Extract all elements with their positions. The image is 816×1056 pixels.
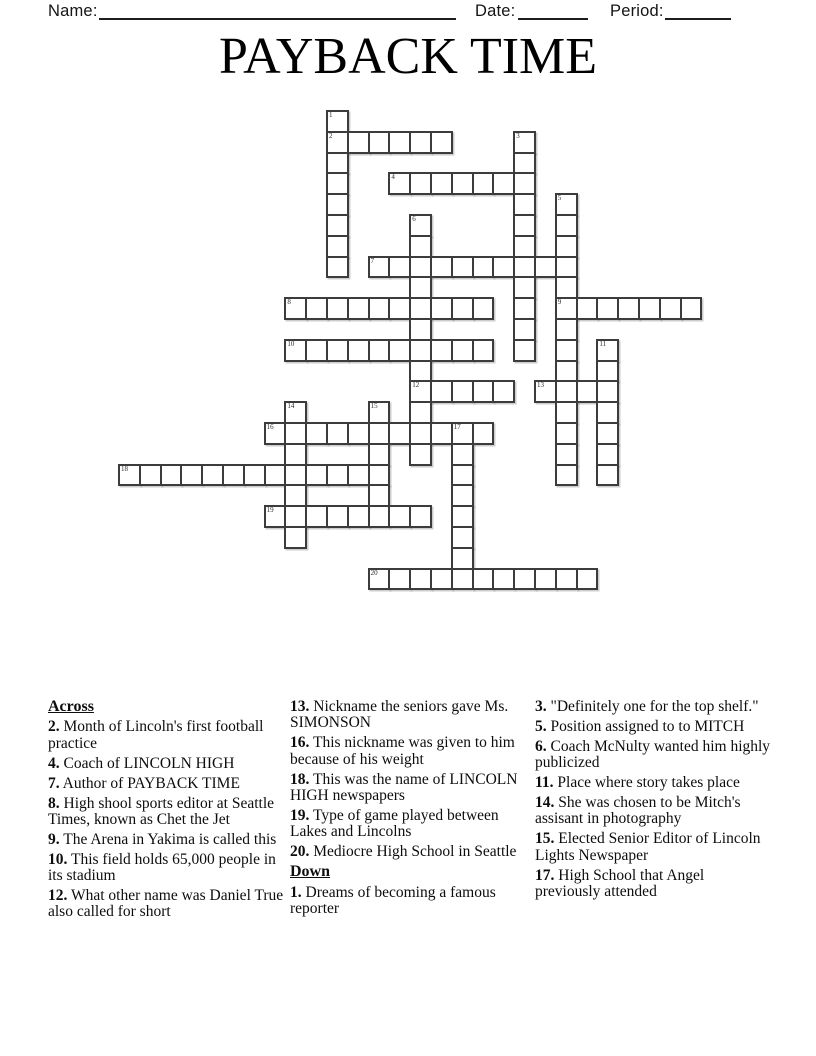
grid-cell-r7c16[interactable] bbox=[451, 256, 474, 279]
clue-column bbox=[48, 699, 286, 924]
name-blank-line[interactable] bbox=[99, 3, 456, 20]
grid-cell-r11c19[interactable] bbox=[513, 339, 536, 362]
grid-cell-r11c10[interactable] bbox=[326, 339, 349, 362]
name-label: Name: bbox=[48, 2, 98, 20]
grid-cell-r15c12[interactable] bbox=[368, 422, 391, 445]
grid-cell-r9c21[interactable] bbox=[555, 297, 578, 320]
grid-cell-r7c21[interactable] bbox=[555, 256, 578, 279]
cell-number: 14 bbox=[287, 402, 295, 411]
grid-cell-r9c19[interactable] bbox=[513, 297, 536, 320]
grid-cell-r15c16[interactable] bbox=[451, 422, 474, 445]
grid-cell-r15c21[interactable] bbox=[555, 422, 578, 445]
cell-number: 11 bbox=[599, 339, 607, 348]
grid-cell-r2c19[interactable] bbox=[513, 152, 536, 175]
cell-number: 5 bbox=[557, 194, 562, 203]
grid-cell-r1c13[interactable] bbox=[388, 131, 411, 154]
grid-cell-r16c12[interactable] bbox=[368, 443, 391, 466]
grid-cell-r13c22[interactable] bbox=[576, 380, 599, 403]
grid-cell-r5c10[interactable] bbox=[326, 214, 349, 237]
date-label: Date: bbox=[475, 2, 516, 20]
grid-cell-r3c16[interactable] bbox=[451, 172, 474, 195]
grid-cell-r17c11[interactable] bbox=[347, 464, 370, 487]
grid-cell-r6c19[interactable] bbox=[513, 235, 536, 258]
grid-cell-r9c11[interactable] bbox=[347, 297, 370, 320]
grid-cell-r7c10[interactable] bbox=[326, 256, 349, 279]
grid-cell-r17c21[interactable] bbox=[555, 464, 578, 487]
grid-cell-r9c14[interactable] bbox=[409, 297, 432, 320]
grid-cell-r12c23[interactable] bbox=[596, 360, 619, 383]
grid-cell-r15c10[interactable] bbox=[326, 422, 349, 445]
grid-cell-r17c5[interactable] bbox=[222, 464, 245, 487]
grid-cell-r17c6[interactable] bbox=[243, 464, 266, 487]
grid-cell-r7c17[interactable] bbox=[472, 256, 495, 279]
grid-cell-r2c10[interactable] bbox=[326, 152, 349, 175]
grid-cell-r8c14[interactable] bbox=[409, 276, 432, 299]
grid-cell-r22c12[interactable] bbox=[368, 568, 391, 591]
grid-cell-r8c19[interactable] bbox=[513, 276, 536, 299]
grid-cell-r3c19[interactable] bbox=[513, 172, 536, 195]
grid-cell-r3c13[interactable] bbox=[388, 172, 411, 195]
period-blank-line[interactable] bbox=[665, 3, 731, 20]
grid-cell-r9c8[interactable] bbox=[284, 297, 307, 320]
clue-16: 16. This nickname was given to him because of his weight bbox=[290, 734, 515, 768]
grid-cell-r1c10[interactable] bbox=[326, 131, 349, 154]
grid-cell-r9c10[interactable] bbox=[326, 297, 349, 320]
grid-cell-r11c17[interactable] bbox=[472, 339, 495, 362]
grid-cell-r22c19[interactable] bbox=[513, 568, 536, 591]
grid-cell-r18c12[interactable] bbox=[368, 484, 391, 507]
grid-cell-r17c4[interactable] bbox=[201, 464, 224, 487]
grid-cell-r18c8[interactable] bbox=[284, 484, 307, 507]
grid-cell-r17c2[interactable] bbox=[160, 464, 183, 487]
grid-cell-r17c7[interactable] bbox=[264, 464, 287, 487]
grid-cell-r13c18[interactable] bbox=[492, 380, 515, 403]
grid-cell-r9c24[interactable] bbox=[617, 297, 640, 320]
grid-cell-r11c13[interactable] bbox=[388, 339, 411, 362]
grid-cell-r7c14[interactable] bbox=[409, 256, 432, 279]
grid-cell-r22c20[interactable] bbox=[534, 568, 557, 591]
clue-column bbox=[535, 699, 773, 904]
grid-cell-r7c13[interactable] bbox=[388, 256, 411, 279]
cell-number: 6 bbox=[412, 215, 416, 223]
grid-cell-r22c15[interactable] bbox=[430, 568, 453, 591]
clue-heading-down: Down bbox=[290, 863, 331, 881]
grid-cell-r16c14[interactable] bbox=[409, 443, 432, 466]
grid-cell-r17c3[interactable] bbox=[180, 464, 203, 487]
grid-cell-r17c1[interactable] bbox=[139, 464, 162, 487]
grid-cell-r19c8[interactable] bbox=[284, 505, 307, 528]
grid-cell-r11c16[interactable] bbox=[451, 339, 474, 362]
grid-cell-r16c23[interactable] bbox=[596, 443, 619, 466]
grid-cell-r14c21[interactable] bbox=[555, 401, 578, 424]
grid-cell-r9c9[interactable] bbox=[305, 297, 328, 320]
grid-cell-r4c21[interactable] bbox=[555, 193, 578, 216]
grid-cell-r16c8[interactable] bbox=[284, 443, 307, 466]
clue-13: 13. Nickname the seniors gave Ms. SIMONSON bbox=[290, 698, 509, 732]
grid-cell-r19c10[interactable] bbox=[326, 505, 349, 528]
grid-cell-r1c11[interactable] bbox=[347, 131, 370, 154]
grid-cell-r9c15[interactable] bbox=[430, 297, 453, 320]
clue-15: 15. Elected Senior Editor of Lincoln Lights Newspaper bbox=[535, 830, 761, 864]
cell-number: 8 bbox=[287, 298, 291, 307]
grid-cell-r21c16[interactable] bbox=[451, 547, 474, 570]
grid-cell-r19c14[interactable] bbox=[409, 505, 432, 528]
grid-cell-r22c13[interactable] bbox=[388, 568, 411, 591]
grid-cell-r7c20[interactable] bbox=[534, 256, 557, 279]
grid-cell-r5c21[interactable] bbox=[555, 214, 578, 237]
grid-cell-r22c14[interactable] bbox=[409, 568, 432, 591]
grid-cell-r1c14[interactable] bbox=[409, 131, 432, 154]
grid-cell-r9c23[interactable] bbox=[596, 297, 619, 320]
grid-cell-r15c14[interactable] bbox=[409, 422, 432, 445]
grid-cell-r10c19[interactable] bbox=[513, 318, 536, 341]
grid-cell-r7c19[interactable] bbox=[513, 256, 536, 279]
grid-cell-r1c12[interactable] bbox=[368, 131, 391, 154]
grid-cell-r17c9[interactable] bbox=[305, 464, 328, 487]
clue-19: 19. Type of game played between Lakes and Lincolns bbox=[290, 806, 499, 841]
cell-number: 19 bbox=[266, 506, 274, 515]
puzzle-title: PAYBACK TIME bbox=[218, 28, 598, 85]
grid-cell-r7c18[interactable] bbox=[492, 256, 515, 279]
grid-cell-r11c12[interactable] bbox=[368, 339, 391, 362]
grid-cell-r19c13[interactable] bbox=[388, 505, 411, 528]
grid-cell-r4c19[interactable] bbox=[513, 193, 536, 216]
clue-10: 10. This field holds 65,000 people in its stadium bbox=[48, 850, 276, 885]
cell-number: 2 bbox=[329, 131, 333, 140]
grid-cell-r14c23[interactable] bbox=[596, 401, 619, 424]
grid-cell-r14c8[interactable] bbox=[284, 401, 307, 424]
clue-20: 20. Mediocre High School in Seattle bbox=[290, 843, 517, 861]
clue-18: 18. This was the name of LINCOLN HIGH newspapers bbox=[290, 770, 518, 805]
clue-8: 8. High shool sports editor at Seattle Times, known as Chet the Jet bbox=[48, 794, 275, 828]
grid-cell-r13c21[interactable] bbox=[555, 380, 578, 403]
grid-cell-r16c16[interactable] bbox=[451, 443, 474, 466]
grid-cell-r15c13[interactable] bbox=[388, 422, 411, 445]
grid-cell-r22c22[interactable] bbox=[576, 568, 599, 591]
grid-cell-r15c11[interactable] bbox=[347, 422, 370, 445]
grid-cell-r13c23[interactable] bbox=[596, 380, 619, 403]
clue-4: 4. Coach of LINCOLN HIGH bbox=[48, 754, 235, 772]
grid-cell-r11c14[interactable] bbox=[409, 339, 432, 362]
clue-6: 6. Coach McNulty wanted him highly publicized bbox=[535, 737, 771, 772]
clue-heading-across: Across bbox=[48, 698, 94, 715]
grid-cell-r13c20[interactable] bbox=[534, 380, 557, 403]
grid-cell-r15c8[interactable] bbox=[284, 422, 307, 445]
grid-cell-r9c12[interactable] bbox=[368, 297, 391, 320]
grid-cell-r22c17[interactable] bbox=[472, 568, 495, 591]
clue-1: 1. Dreams of becoming a famous reporter bbox=[290, 883, 496, 917]
grid-cell-r5c19[interactable] bbox=[513, 214, 536, 237]
grid-cell-r12c14[interactable] bbox=[409, 360, 432, 383]
clue-9: 9. The Arena in Yakima is called this bbox=[48, 830, 277, 848]
grid-cell-r10c14[interactable] bbox=[409, 318, 432, 341]
clue-7: 7. Author of PAYBACK TIME bbox=[48, 774, 240, 792]
clue-14: 14. She was chosen to be Mitch's assisant in photography bbox=[535, 794, 741, 828]
grid-cell-r3c17[interactable] bbox=[472, 172, 495, 195]
grid-cell-r11c8[interactable] bbox=[284, 339, 307, 362]
grid-cell-r13c15[interactable] bbox=[430, 380, 453, 403]
grid-cell-r19c7[interactable] bbox=[264, 505, 287, 528]
clue-2: 2. Month of Lincoln's first football practice bbox=[48, 718, 264, 752]
grid-cell-r9c16[interactable] bbox=[451, 297, 474, 320]
grid-cell-r3c15[interactable] bbox=[430, 172, 453, 195]
grid-cell-r18c16[interactable] bbox=[451, 484, 474, 507]
grid-cell-r15c17[interactable] bbox=[472, 422, 495, 445]
grid-cell-r19c16[interactable] bbox=[451, 505, 474, 528]
grid-cell-r6c10[interactable] bbox=[326, 235, 349, 258]
cell-number: 9 bbox=[557, 298, 562, 307]
grid-cell-r3c14[interactable] bbox=[409, 172, 432, 195]
grid-cell-r15c15[interactable] bbox=[430, 422, 453, 445]
period-label: Period: bbox=[610, 2, 664, 20]
grid-cell-r9c22[interactable] bbox=[576, 297, 599, 320]
grid-cell-r17c0[interactable] bbox=[118, 464, 141, 487]
grid-cell-r3c10[interactable] bbox=[326, 172, 349, 195]
grid-cell-r1c19[interactable] bbox=[513, 131, 536, 154]
grid-cell-r3c18[interactable] bbox=[492, 172, 515, 195]
grid-cell-r8c21[interactable] bbox=[555, 276, 578, 299]
grid-cell-r9c13[interactable] bbox=[388, 297, 411, 320]
cell-number: 12 bbox=[412, 381, 420, 390]
clue-column bbox=[290, 699, 533, 921]
grid-cell-r1c15[interactable] bbox=[430, 131, 453, 154]
grid-cell-r11c23[interactable] bbox=[596, 339, 619, 362]
grid-cell-r10c21[interactable] bbox=[555, 318, 578, 341]
grid-cell-r20c16[interactable] bbox=[451, 526, 474, 549]
grid-cell-r17c16[interactable] bbox=[451, 464, 474, 487]
grid-cell-r22c16[interactable] bbox=[451, 568, 474, 591]
grid-cell-r12c21[interactable] bbox=[555, 360, 578, 383]
grid-cell-r17c10[interactable] bbox=[326, 464, 349, 487]
cell-number: 10 bbox=[287, 339, 295, 348]
grid-cell-r14c14[interactable] bbox=[409, 401, 432, 424]
grid-cell-r19c11[interactable] bbox=[347, 505, 370, 528]
cell-number: 13 bbox=[537, 381, 544, 390]
clue-11: 11. Place where story takes place bbox=[535, 774, 740, 792]
grid-cell-r11c9[interactable] bbox=[305, 339, 328, 362]
grid-cell-r9c26[interactable] bbox=[659, 297, 682, 320]
clue-12: 12. What other name was Daniel True also called for short bbox=[48, 887, 284, 921]
cell-number: 3 bbox=[516, 131, 520, 140]
grid-cell-r17c8[interactable] bbox=[284, 464, 307, 487]
grid-cell-r11c21[interactable] bbox=[555, 339, 578, 362]
grid-cell-r5c14[interactable] bbox=[409, 214, 432, 237]
grid-cell-r11c15[interactable] bbox=[430, 339, 453, 362]
cell-number: 20 bbox=[370, 568, 378, 577]
cell-number: 4 bbox=[391, 173, 395, 182]
grid-cell-r20c8[interactable] bbox=[284, 526, 307, 549]
grid-cell-r19c12[interactable] bbox=[368, 505, 391, 528]
date-blank-line[interactable] bbox=[518, 3, 588, 20]
grid-cell-r13c17[interactable] bbox=[472, 380, 495, 403]
grid-cell-r22c21[interactable] bbox=[555, 568, 578, 591]
clue-5: 5. Position assigned to to MITCH bbox=[535, 717, 745, 735]
grid-cell-r9c27[interactable] bbox=[680, 297, 703, 320]
grid-cell-r19c9[interactable] bbox=[305, 505, 328, 528]
grid-cell-r16c21[interactable] bbox=[555, 443, 578, 466]
grid-cell-r11c11[interactable] bbox=[347, 339, 370, 362]
grid-cell-r9c25[interactable] bbox=[638, 297, 661, 320]
grid-cell-r22c18[interactable] bbox=[492, 568, 515, 591]
grid-cell-r0c10[interactable] bbox=[326, 110, 349, 133]
cell-number: 16 bbox=[266, 423, 274, 431]
cell-number: 1 bbox=[329, 111, 333, 119]
grid-cell-r17c23[interactable] bbox=[596, 464, 619, 487]
clue-17: 17. High School that Angel previously attended bbox=[535, 866, 705, 901]
grid-cell-r15c7[interactable] bbox=[264, 422, 287, 445]
grid-cell-r13c16[interactable] bbox=[451, 380, 474, 403]
cell-number: 18 bbox=[121, 464, 128, 473]
grid-cell-r4c10[interactable] bbox=[326, 193, 349, 216]
grid-cell-r17c12[interactable] bbox=[368, 464, 391, 487]
cell-number: 17 bbox=[453, 423, 461, 431]
grid-cell-r9c17[interactable] bbox=[472, 297, 495, 320]
cell-number: 15 bbox=[370, 402, 378, 411]
cell-number: 7 bbox=[370, 256, 375, 265]
grid-cell-r7c12[interactable] bbox=[368, 256, 391, 279]
grid-cell-r7c15[interactable] bbox=[430, 256, 453, 279]
grid-cell-r6c21[interactable] bbox=[555, 235, 578, 258]
grid-cell-r14c12[interactable] bbox=[368, 401, 391, 424]
grid-cell-r15c23[interactable] bbox=[596, 422, 619, 445]
grid-cell-r6c14[interactable] bbox=[409, 235, 432, 258]
grid-cell-r15c9[interactable] bbox=[305, 422, 328, 445]
grid-cell-r13c14[interactable] bbox=[409, 380, 432, 403]
clue-3: 3. "Definitely one for the top shelf." bbox=[535, 698, 759, 715]
